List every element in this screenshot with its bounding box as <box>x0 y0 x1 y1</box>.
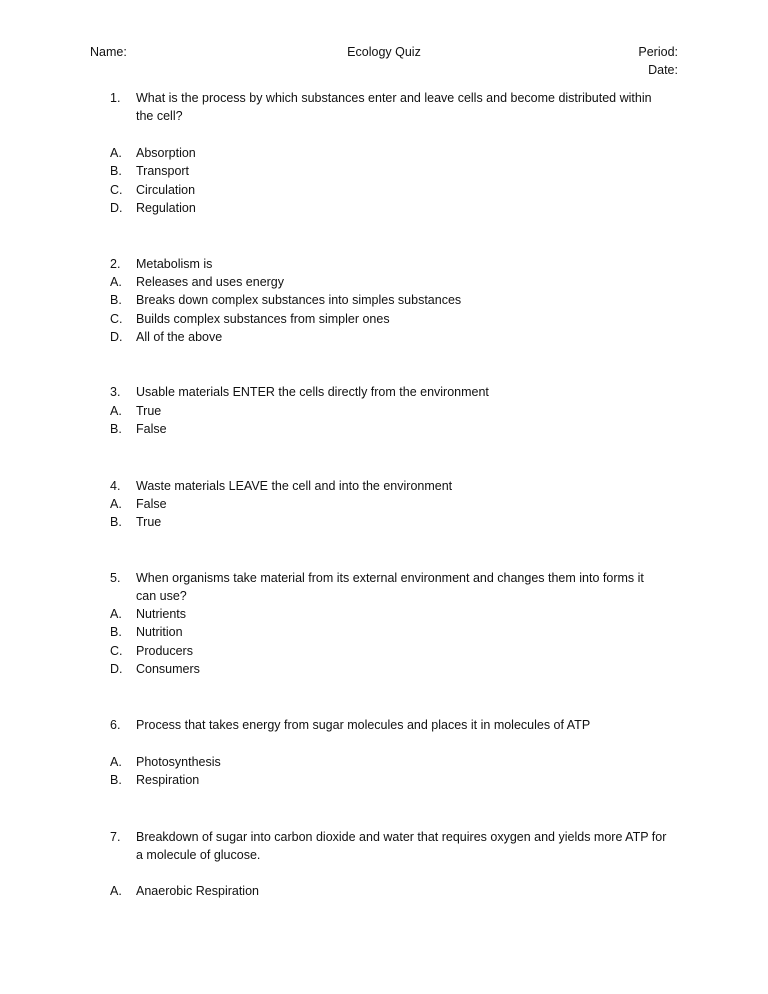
option-letter: B. <box>110 293 122 308</box>
option-text: All of the above <box>136 329 223 344</box>
question-number: 7. <box>110 830 121 844</box>
question-number: 6. <box>110 718 121 732</box>
option-text: Nutrients <box>136 607 187 621</box>
option-letter: B. <box>110 164 122 179</box>
option-letter: A. <box>110 607 122 621</box>
option-text: True <box>136 515 162 530</box>
option-text: Nutrition <box>136 625 183 640</box>
option-letter: B. <box>110 422 122 437</box>
question-text: When organisms take material from its external environment and changes them into forms it <box>136 571 644 585</box>
option-text: Breaks down complex substances into simples substances <box>136 293 462 308</box>
option-letter: A. <box>110 275 122 289</box>
question-number: 3. <box>110 385 121 399</box>
option-text: True <box>136 404 162 418</box>
option-letter: A. <box>110 146 122 160</box>
option-text: Consumers <box>136 661 200 676</box>
option-text: Producers <box>136 643 193 658</box>
option-text: Regulation <box>136 200 196 215</box>
question-number: 4. <box>110 479 121 493</box>
option-text: Absorption <box>136 146 196 160</box>
option-text: Respiration <box>136 773 200 788</box>
option-text: Photosynthesis <box>136 755 221 769</box>
date-label: Date: <box>648 63 678 77</box>
question-text: a molecule of glucose. <box>136 848 261 862</box>
question-number: 1. <box>110 91 121 105</box>
question-text: Breakdown of sugar into carbon dioxide and water that requires oxygen and yields more ATP for <box>136 830 667 844</box>
option-letter: B. <box>110 773 122 788</box>
question-text: the cell? <box>136 109 183 123</box>
question-text: What is the process by which substances enter and leave cells and become distributed within <box>136 91 652 105</box>
option-letter: B. <box>110 515 122 530</box>
question-text: Process that takes energy from sugar molecules and places it in molecules of ATP <box>136 718 591 732</box>
question-text: Waste materials LEAVE the cell and into the environment <box>136 479 453 493</box>
option-letter: B. <box>110 625 122 640</box>
option-text: False <box>136 497 167 511</box>
option-letter: D. <box>110 200 123 215</box>
option-text: Transport <box>136 164 190 179</box>
option-letter: C. <box>110 311 123 326</box>
option-letter: A. <box>110 755 122 769</box>
question-number: 2. <box>110 257 121 271</box>
option-text: False <box>136 422 167 437</box>
question-number: 5. <box>110 571 121 585</box>
option-text: Releases and uses energy <box>136 275 285 289</box>
option-text: Anaerobic Respiration <box>136 884 259 898</box>
period-label: Period: <box>638 45 678 59</box>
question-text: Metabolism is <box>136 257 213 271</box>
option-letter: A. <box>110 404 122 418</box>
option-letter: D. <box>110 329 123 344</box>
option-text: Circulation <box>136 182 196 197</box>
option-letter: A. <box>110 497 122 511</box>
name-label: Name: <box>90 45 127 59</box>
option-letter: D. <box>110 661 123 676</box>
question-text: can use? <box>136 589 187 603</box>
option-letter: C. <box>110 182 123 197</box>
option-letter: A. <box>110 884 122 898</box>
quiz-title: Ecology Quiz <box>347 45 421 59</box>
question-text: Usable materials ENTER the cells directly from the environment <box>136 385 489 399</box>
option-text: Builds complex substances from simpler ones <box>136 311 390 326</box>
option-letter: C. <box>110 643 123 658</box>
